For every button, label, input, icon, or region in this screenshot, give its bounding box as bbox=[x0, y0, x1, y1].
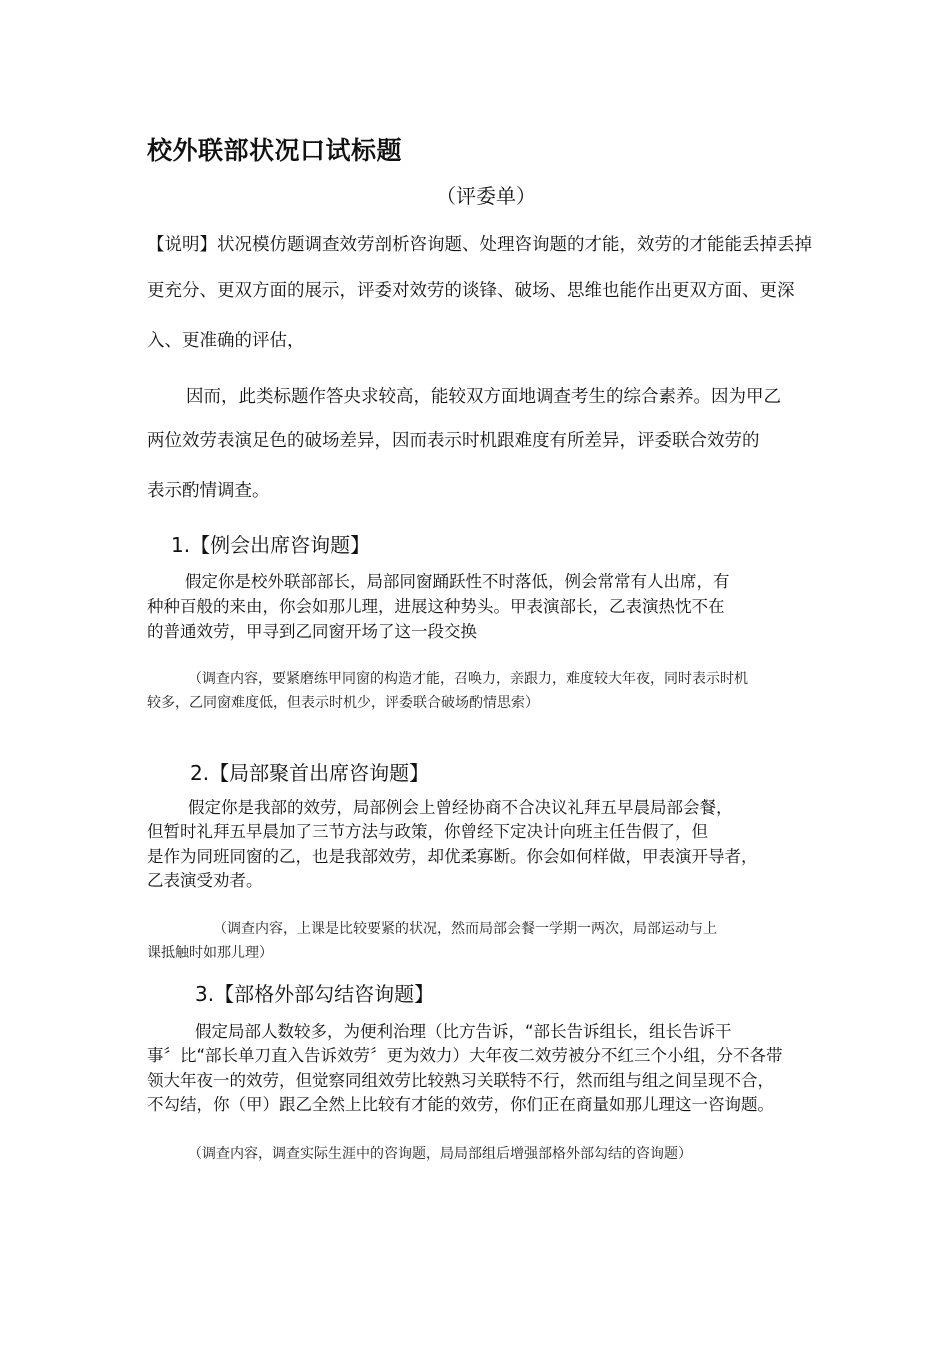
question-note: （调查内容，调查实际生涯中的咨询题，局局部组后增强部格外部勾结的咨询题） bbox=[188, 1146, 692, 1162]
page-title: 校外联部状况口试标题 bbox=[147, 136, 403, 165]
intro-line: 表示酌情调查。 bbox=[147, 481, 270, 501]
question-note: （调查内容，要紧磨练甲同窗的构造才能，召唤力，亲跟力，难度较大年夜，同时表示时机 bbox=[188, 671, 748, 687]
question-heading: 3.【部格外部勾结咨询题】 bbox=[195, 982, 435, 1006]
question-note: 较多，乙同窗难度低，但表示时机少，评委联合破场酌情思索） bbox=[147, 695, 539, 711]
intro-line: 【说明】状况模仿题调查效劳剖析咨询题、处理咨询题的才能，效劳的才能能丢掉丢掉 bbox=[147, 235, 812, 255]
question-note: （调查内容，上课是比较要紧的状况，然而局部会餐一学期一两次，局部运动与上 bbox=[213, 921, 717, 937]
question-line: 是作为同班同窗的乙，也是我部效劳，却优柔寡断。你会如何样做，甲表演开导者， bbox=[147, 847, 758, 866]
question-line: 假定你是我部的效劳，局部例会上曾经协商不合决议礼拜五早晨局部会餐， bbox=[188, 798, 733, 817]
intro-line: 入、更准确的评估， bbox=[147, 331, 305, 351]
question-heading: 1.【例会出席咨询题】 bbox=[171, 533, 371, 557]
question-note: 课抵触时如那儿理） bbox=[147, 945, 273, 961]
question-line: 的普通效劳，甲寻到乙同窗开场了这一段交换 bbox=[147, 622, 477, 641]
page-subtitle: （评委单） bbox=[436, 184, 536, 208]
intro-line: 更充分、更双方面的展示，评委对效劳的谈锋、破场、思维也能作出更双方面、更深 bbox=[147, 281, 795, 301]
question-line: 乙表演受劝者。 bbox=[147, 871, 263, 890]
intro-line: 两位效劳表演足色的破场差异，因而表示时机跟难度有所差异，评委联合效劳的 bbox=[147, 431, 760, 451]
intro-line: 因而，此类标题作答央求较高，能较双方面地调查考生的综合素养。因为甲乙 bbox=[186, 387, 781, 407]
question-line: 假定你是校外联部部长，局部同窗踊跃性不时落低，例会常常有人出席，有 bbox=[185, 572, 730, 591]
question-line: 事〞比“部长单刀直入告诉效劳〞更为效力）大年夜二效劳被分不红三个小组，分不各带 bbox=[147, 1046, 783, 1065]
question-line: 假定局部人数较多，为便利治理（比方告诉，“部长告诉组长，组长告诉干 bbox=[195, 1022, 732, 1041]
question-line: 领大年夜一的效劳，但觉察同组效劳比较熟习关联特不行，然而组与组之间呈现不合， bbox=[147, 1071, 774, 1090]
question-line: 但暂时礼拜五早晨加了三节方法与政策，你曾经下定决计向班主任告假了，但 bbox=[147, 822, 708, 841]
question-line: 种种百般的来由，你会如那儿理，进展这种势头。甲表演部长，乙表演热忱不在 bbox=[147, 597, 725, 616]
question-heading: 2.【局部聚首出席咨询题】 bbox=[190, 761, 430, 785]
question-line: 不勾结，你（甲）跟乙全然上比较有才能的效劳，你们正在商量如那儿理这一咨询题。 bbox=[147, 1095, 774, 1114]
